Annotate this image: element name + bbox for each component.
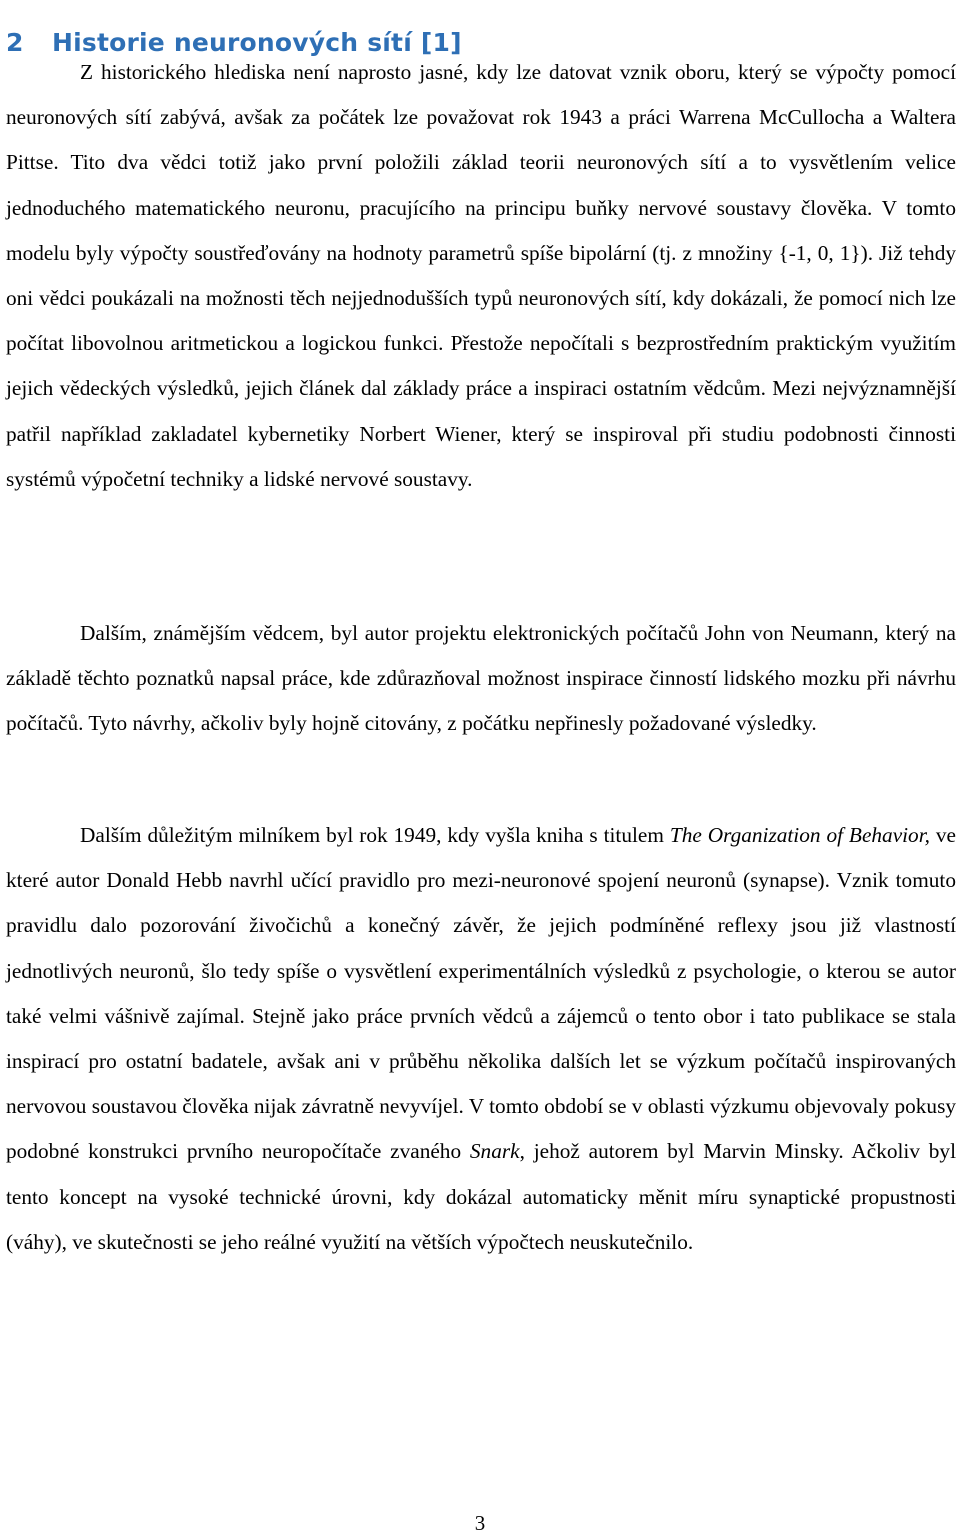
paragraph-text-after-title: ve které autor Donald Hebb navrhl učící pravidlo pro mezi-neuronové spojení neuronů (synapse). Vznik tomuto pravidlu dalo pozorování živočichů a konečný závěr, že jejich podmíněné reflexy jsou již vlastností jednotlivých neuronů, šlo tedy spíše o vysvětlení experimentálních výsledků z psychologie, o kterou se autor také velmi vášnivě zajímal. Stejně jako práce prvních vědců a zájemců o tento obor i tato publikace se stala inspirací pro ostatní badatele, avšak ani v průběhu několika dalších let se výzkum počítačů inspirovaných nervovou soustavou člověka nijak závratně nevyvíjel. V tomto období se v oblasti výzkumu objevovaly pokusy podobné konstrukci prvního neuropočítače zvaného: [6, 823, 956, 1164]
book-title: The Organization of Behavior,: [669, 823, 930, 847]
paragraph-text-before-title: Dalším důležitým milníkem byl rok 1949, kdy vyšla kniha s titulem: [80, 823, 670, 847]
computer-name: Snark: [469, 1139, 520, 1164]
paragraph-text-after-name: , jehož autorem byl Marvin Minsky. Ačkoliv byl tento koncept na vysoké technické úrovni, kdy dokázal automaticky měnit míru synaptické propustnosti (váhy), ve skutečnosti se jeho reálné využití na větších výpočtech neuskutečnilo.: [6, 1139, 956, 1254]
section-title: Historie neuronových sítí [1]: [52, 27, 462, 57]
paragraph-hebb: [6, 813, 956, 1265]
paragraph-text: Z historického hlediska není naprosto jasné, kdy lze datovat vznik oboru, který se výpočty pomocí neuronových sítí zabývá, avšak za počátek lze považovat rok 1943 a práci Warrena McCullocha a Waltera Pittse. Tito dva vědci totiž jako první položili základ teorii neuronových sítí a to vysvětlením velice jednoduchého matematického neuronu, pracujícího na principu buňky nervové soustavy člověka. V tomto modelu byly výpočty soustřeďovány na hodnoty parametrů spíše bipolární (tj. z množiny {-1, 0, 1}). Již tehdy oni vědci poukázali na možnosti těch nejjednodušších typů neuronových sítí, kdy dokázali, že pomocí nich lze počítat libovolnou aritmetickou a logickou funkci. Přestože nepočítali s bezprostředním praktickým využitím jejich vědeckých výsledků, jejich článek dal základy práce a inspiraci ostatním vědcům. Mezi nejvýznamnější patřil například zakladatel kybernetiky Norbert Wiener, který se inspiroval při studiu podobnosti činnosti systémů výpočetní techniky a lidské nervové soustavy.: [6, 60, 956, 491]
paragraph-history-origins: [6, 50, 956, 502]
paragraph-von-neumann: [6, 611, 956, 747]
section-number: 2: [6, 27, 24, 57]
page-number: 3: [474, 1511, 486, 1535]
paragraph-text: Dalším, známějším vědcem, byl autor projektu elektronických počítačů John von Neumann, který na základě těchto poznatků napsal práce, kde zdůrazňoval možnost inspirace činností lidského mozku při návrhu počítačů. Tyto návrhy, ačkoliv byly hojně citovány, z počátku nepřinesly požadované výsledky.: [6, 621, 956, 736]
